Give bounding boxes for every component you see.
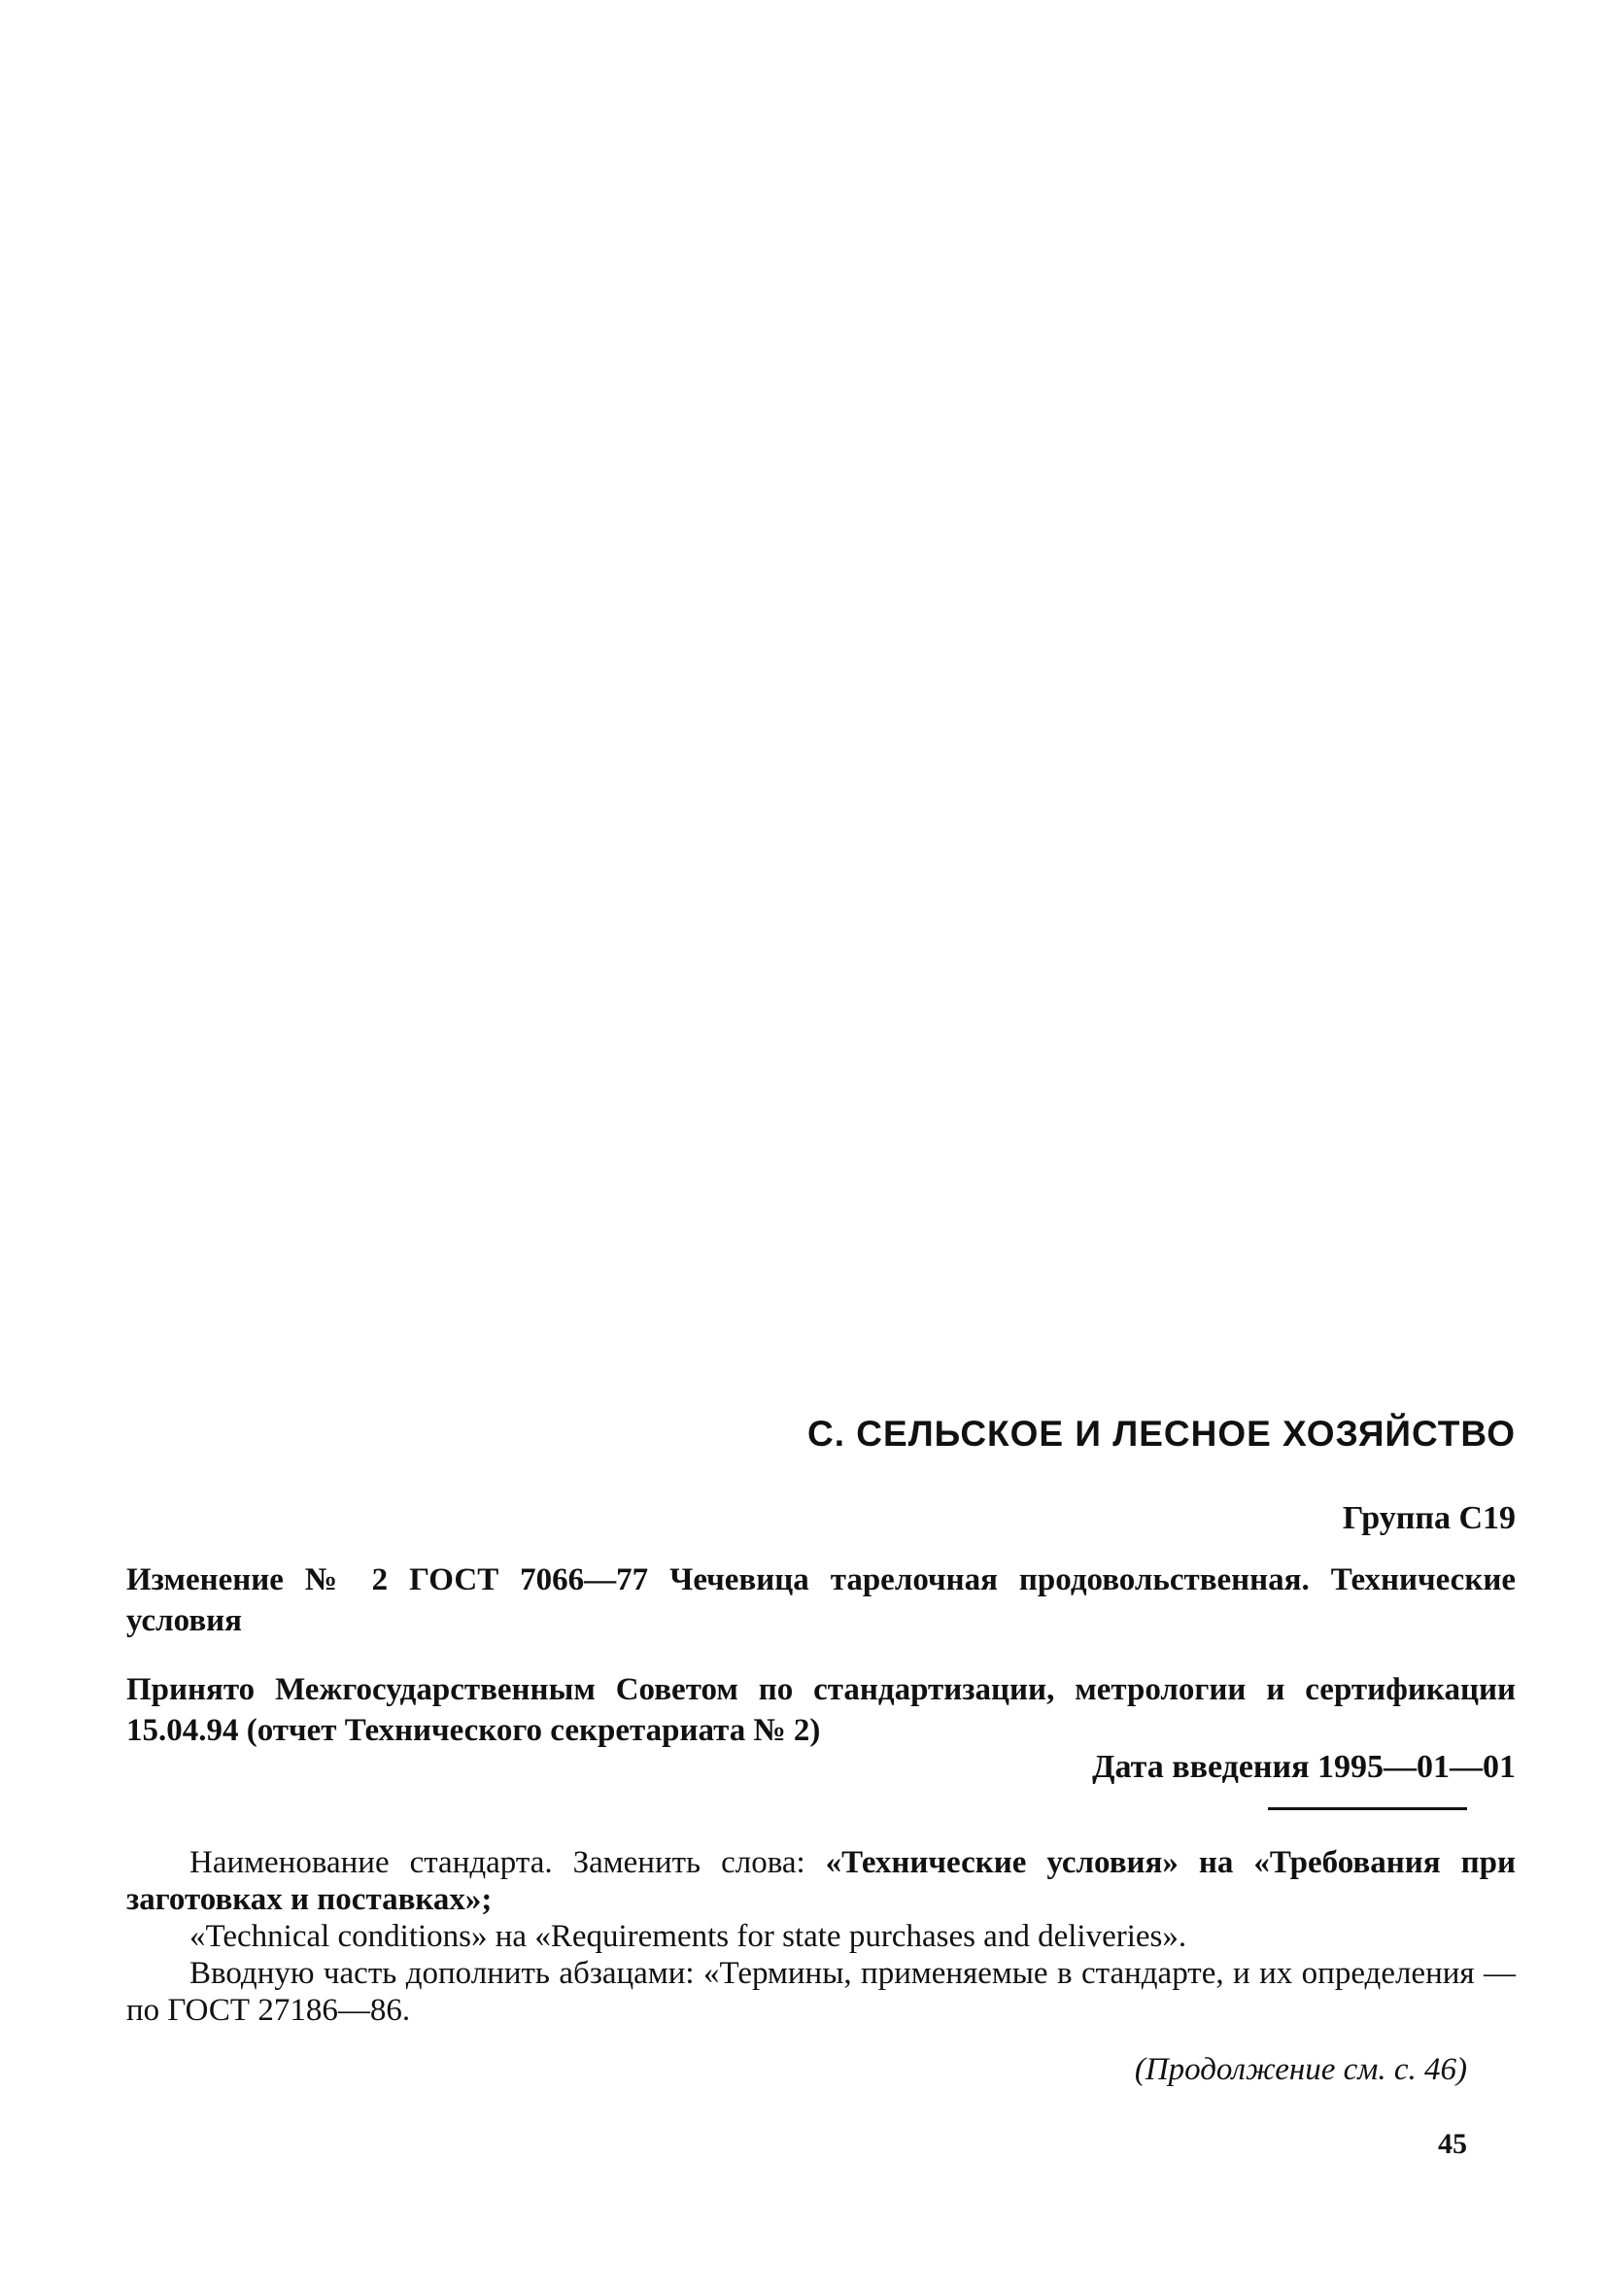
continuation-note: (Продолжение см. с. 46) <box>1134 2052 1467 2087</box>
section-title: С. СЕЛЬСКОЕ И ЛЕСНОЕ ХОЗЯЙСТВО <box>807 1414 1516 1454</box>
body-paragraph-1-plain: Наименование стандарта. Заменить слова: <box>189 1845 826 1880</box>
body-text <box>126 1844 1516 2029</box>
group-label: Группа С19 <box>1342 1500 1516 1536</box>
body-paragraph-1 <box>126 1844 1516 1918</box>
body-paragraph-2: «Technical conditions» на «Requirements for state purchases and deliveries». <box>189 1919 1187 1954</box>
accepted-statement: Принято Межгосударственным Советом по стандартизации, метрологии и сертификации 15.04.94 (отчет Технического секретариата № 2) <box>126 1672 1516 1748</box>
change-heading: Изменение № 2 ГОСТ 7066—77 Чечевица тарелочная продовольственная. Технические условия <box>126 1562 1516 1638</box>
body-paragraph-3: Вводную часть дополнить абзацами: «Термины, применяемые в стандарте, и их определения — по ГОСТ 27186—86. <box>126 1956 1516 2028</box>
body-paragraph-1-bold: «Технические условия» на «Требования при заготовках и поставках»; <box>126 1845 1516 1917</box>
page-number: 45 <box>1438 2128 1467 2160</box>
date-underline <box>1268 1807 1467 1810</box>
effective-date: Дата введения 1995—01—01 <box>1092 1749 1516 1785</box>
